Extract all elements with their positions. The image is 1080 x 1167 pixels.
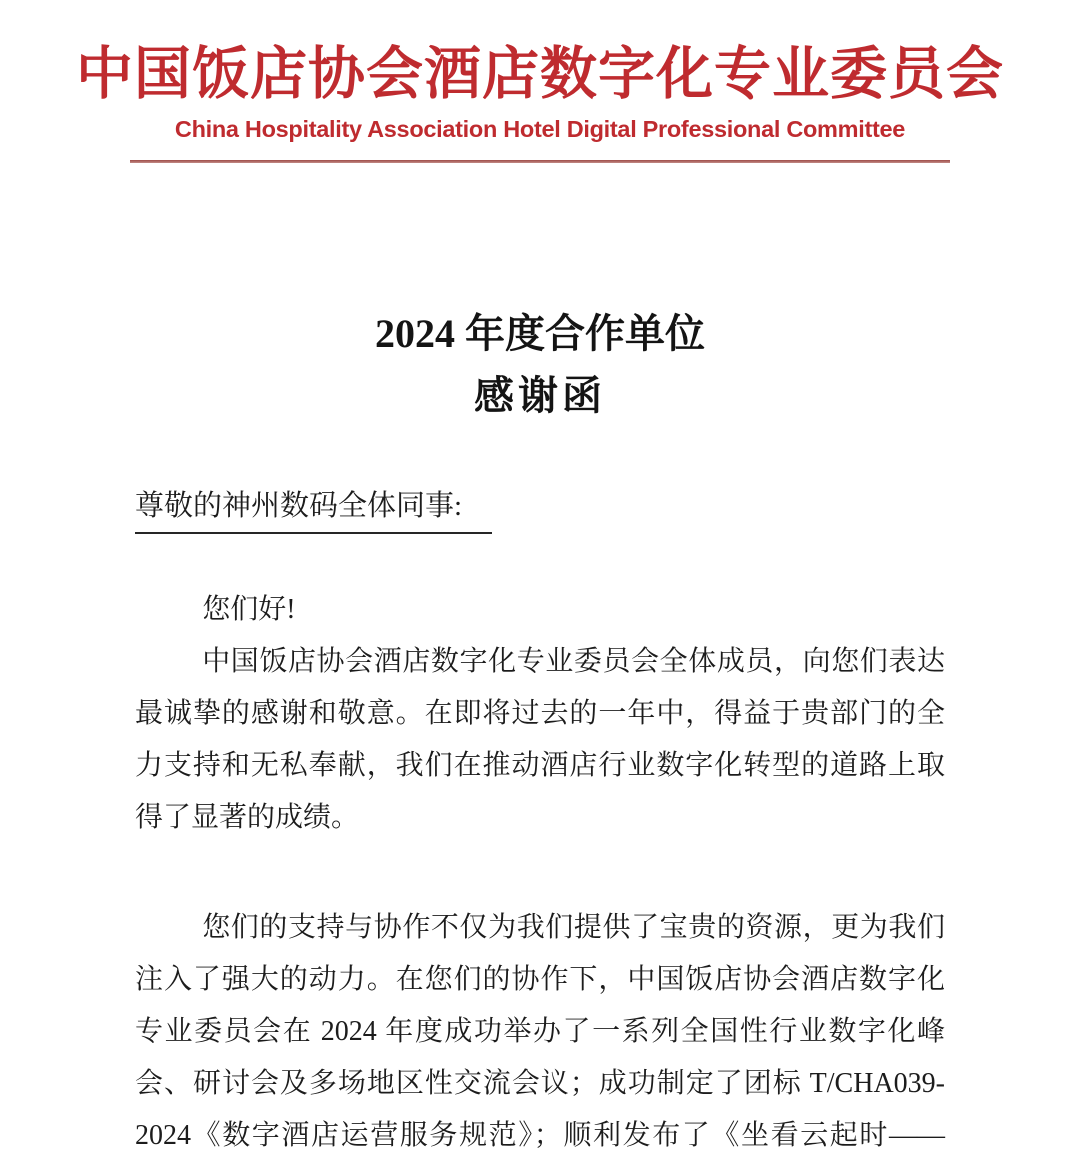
paragraph-2 — [135, 902, 945, 1162]
body-line: 会、研讨会及多场地区性交流会议；成功制定了团标 T/CHA039- — [135, 1068, 945, 1099]
org-name-english: China Hospitality Association Hotel Digital Professional Committee — [174, 116, 906, 142]
body-line: 您们的支持与协作不仅为我们提供了宝贵的资源，更为我们 — [202, 912, 945, 943]
salutation: 尊敬的神州数码全体同事: — [135, 483, 492, 534]
body-line: 注入了强大的动力。在您们的协作下，中国饭店协会酒店数字化 — [135, 964, 945, 995]
salutation-row — [135, 483, 945, 534]
letter-body — [135, 483, 945, 1162]
body-line: 力支持和无私奉献，我们在推动酒店行业数字化转型的道路上取 — [135, 750, 945, 781]
body-line: 得了显著的成绩。 — [135, 802, 360, 833]
body-line: 最诚挚的感谢和敬意。在即将过去的一年中，得益于贵部门的全 — [135, 698, 945, 729]
body-line: 专业委员会在 2024 年度成功举办了一系列全国性行业数字化峰 — [135, 1016, 945, 1047]
greeting: 您们好! — [202, 594, 296, 625]
letter-title — [0, 303, 1080, 427]
body-line: 中国饭店协会酒店数字化专业委员会全体成员，向您们表达 — [202, 646, 945, 677]
body-line: 2024《数字酒店运营服务规范》；顺利发布了《坐看云起时—— — [135, 1120, 945, 1151]
letterhead — [0, 42, 1080, 163]
letterhead-divider — [130, 160, 950, 163]
org-name-chinese: 中国饭店协会酒店数字化专业委员会 — [76, 43, 1004, 106]
letter-title-line2: 感谢函 — [474, 373, 606, 418]
paragraph-1 — [135, 584, 945, 844]
letter-title-line1: 2024 年度合作单位 — [375, 311, 705, 356]
